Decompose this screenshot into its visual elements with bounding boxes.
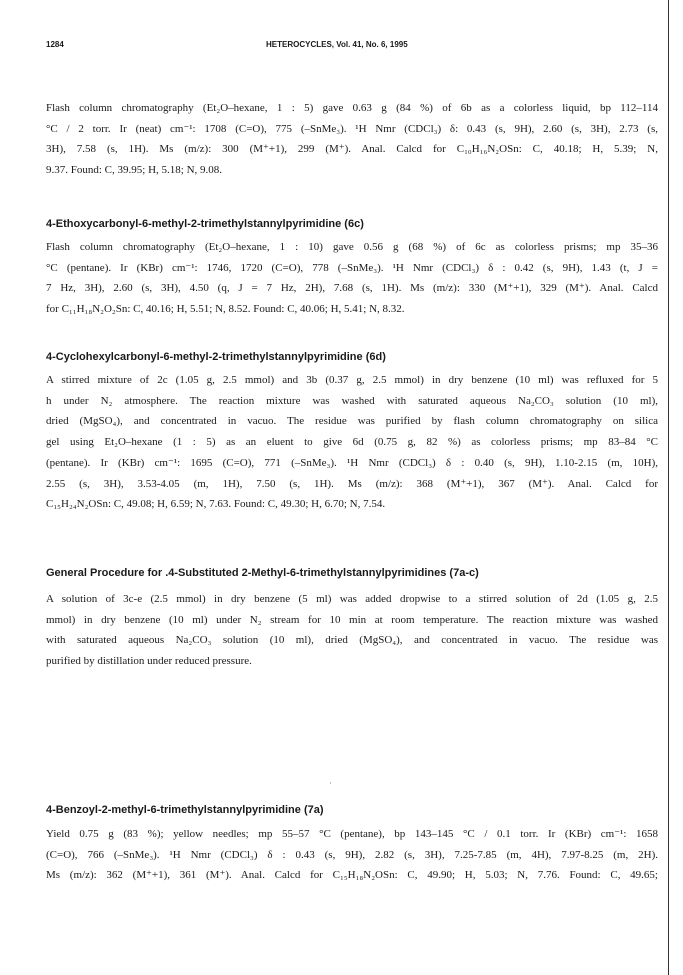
- section-heading-6c: 4-Ethoxycarbonyl-6-methyl-2-trimethylstannylpyrimidine (6c): [46, 218, 364, 230]
- text-line: Yield 0.75 g (83 %); yellow needles; mp 55–57 °C (pentane), bp 143–145 °C / 0.1 torr. Ir (KBr) cm⁻¹: 1658: [46, 828, 658, 840]
- text-line: mmol) in dry benzene (10 ml) under N₂ stream for 10 min at room temperature. The reaction mixture was washed: [46, 613, 658, 626]
- paragraph-6b-data: [46, 98, 658, 181]
- text-line: 9.37. Found: C, 39.95; H, 5.18; N, 9.08.: [46, 164, 223, 177]
- text-line: (C=O), 766 (–SnMe₃). ¹H Nmr (CDCl₃) δ : 0.43 (s, 9H), 2.82 (s, 3H), 7.25-7.85 (m, 4H), 7.97-8.25 (m, 2H).: [46, 848, 658, 861]
- page-header: [46, 40, 654, 54]
- text-line: C₁₅H₂₄N₂OSn: C, 49.08; H, 6.59; N, 7.63. Found: C, 49.30; H, 6.70; N, 7.54.: [46, 498, 386, 511]
- page-number: 1284: [46, 40, 64, 49]
- text-line: 2.55 (s, 3H), 3.53-4.05 (m, 1H), 7.50 (s, 1H). Ms (m/z): 368 (M⁺+1), 367 (M⁺). Anal. Calcd for: [46, 477, 658, 490]
- section-heading-6d: 4-Cyclohexylcarbonyl-6-methyl-2-trimethylstannylpyrimidine (6d): [46, 351, 386, 363]
- text-line: A solution of 3c-e (2.5 mmol) in dry benzene (5 ml) was added dropwise to a stirred solution of 2d (1.05 g, 2.5: [46, 593, 658, 605]
- paragraph-6c-data: [46, 237, 658, 320]
- text-line: Ms (m/z): 362 (M⁺+1), 361 (M⁺). Anal. Calcd for C₁₅H₁₈N₂OSn: C, 49.90; H, 5.03; N, 7.76. Found: C, 49.65;: [46, 869, 658, 882]
- text-line: Flash column chromatography (Et₂O–hexane, 1 : 5) gave 0.63 g (84 %) of 6b as a colorless liquid, bp 112–114: [46, 102, 658, 114]
- text-line: dried (MgSO₄), and concentrated in vacuo. The residue was purified by flash column chromatography on silica: [46, 415, 658, 428]
- section-heading-7a: 4-Benzoyl-2-methyl-6-trimethylstannylpyrimidine (7a): [46, 804, 324, 816]
- text-line: for C₁₁H₁₈N₂O₂Sn: C, 40.16; H, 5.51; N, 8.52. Found: C, 40.06; H, 5.41; N, 8.32.: [46, 303, 405, 316]
- scan-speck: ·: [329, 778, 332, 788]
- text-line: 3H), 7.58 (s, 1H). Ms (m/z): 300 (M⁺+1), 299 (M⁺). Anal. Calcd for C₁₀H₁₆N₂OSn: C, 40.18; H, 5.39; N,: [46, 143, 658, 156]
- paragraph-7a-data: [46, 824, 658, 886]
- paragraph-general-procedure: [46, 589, 658, 672]
- text-line: with saturated aqueous Na₂CO₃ solution (10 ml), dried (MgSO₄), and concentrated in vacuo. The residue was: [46, 634, 658, 647]
- text-line: purified by distillation under reduced pressure.: [46, 655, 252, 668]
- text-line: A stirred mixture of 2c (1.05 g, 2.5 mmol) and 3b (0.37 g, 2.5 mmol) in dry benzene (10 ml) was refluxed for 5: [46, 374, 658, 386]
- paragraph-6d-procedure: [46, 370, 658, 515]
- text-line: °C / 2 torr. Ir (neat) cm⁻¹: 1708 (C=O), 775 (–SnMe₃). ¹H Nmr (CDCl₃) δ: 0.43 (s, 9H), 2.60 (s, 3H), 2.73 (s,: [46, 122, 658, 135]
- text-line: h under N₂ atmosphere. The reaction mixture was washed with saturated aqueous Na₂CO₃ solution (10 ml),: [46, 394, 658, 407]
- text-line: °C (pentane). Ir (KBr) cm⁻¹: 1746, 1720 (C=O), 778 (–SnMe₃). ¹H Nmr (CDCl₃) δ : 0.42 (s, 9H), 1.43 (t, J =: [46, 261, 658, 274]
- text-line: (pentane). Ir (KBr) cm⁻¹: 1695 (C=O), 771 (–SnMe₃). ¹H Nmr (CDCl₃) δ : 0.40 (s, 9H), 1.10-2.15 (m, 10H),: [46, 456, 658, 469]
- text-line: Flash column chromatography (Et₂O–hexane, 1 : 10) gave 0.56 g (68 %) of 6c as colorless prisms; mp 35–36: [46, 241, 658, 253]
- journal-running-title: HETEROCYCLES, Vol. 41, No. 6, 1995: [266, 40, 408, 49]
- text-line: 7 Hz, 3H), 2.60 (s, 3H), 4.50 (q, J = 7 Hz, 2H), 7.68 (s, 1H). Ms (m/z): 330 (M⁺+1), 329 (M⁺). Anal. Calcd: [46, 282, 658, 295]
- section-heading-general-procedure: General Procedure for .4-Substituted 2-Methyl-6-trimethylstannylpyrimidines (7a-c): [46, 567, 479, 579]
- right-margin-rule: [668, 0, 669, 975]
- text-line: gel using Et₂O–hexane (1 : 5) as an eluent to give 6d (0.75 g, 82 %) as colorless prisms; mp 83–84 °C: [46, 436, 658, 449]
